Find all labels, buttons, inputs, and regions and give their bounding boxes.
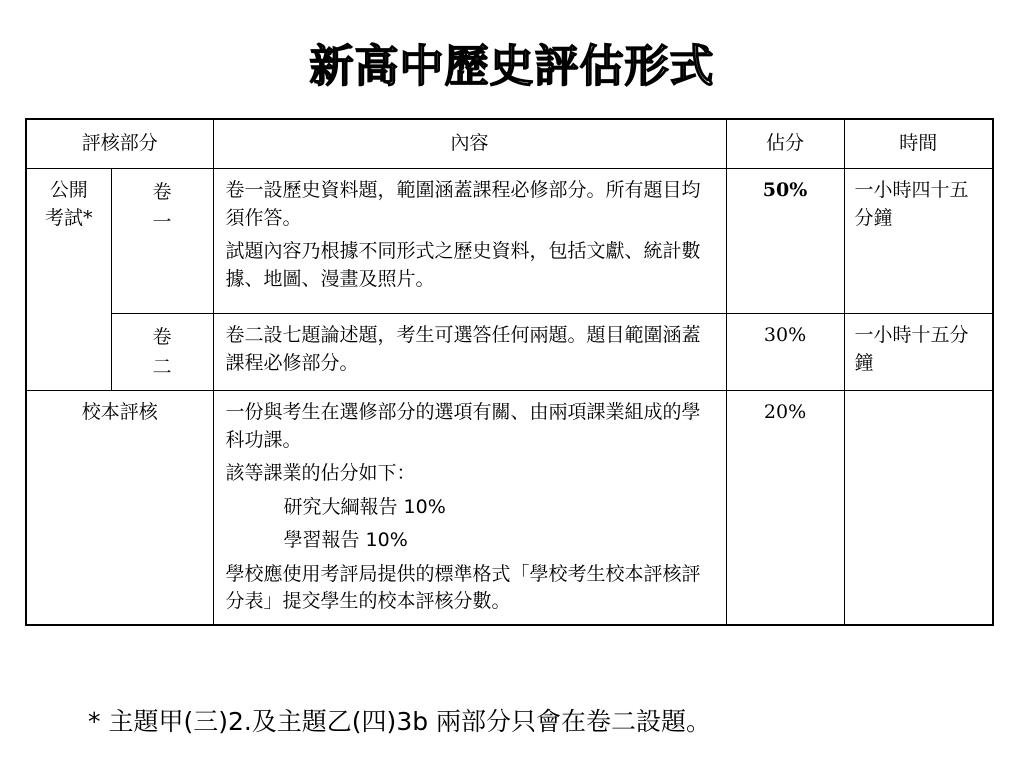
assessment-table	[25, 118, 994, 626]
paper1-label-cell	[111, 169, 213, 314]
public-exam-label-line2: 考試*	[44, 206, 93, 229]
paper1-content-cell	[213, 169, 726, 314]
sba-content-p2: 該等課業的佔分如下：	[225, 462, 416, 485]
paper1-content-p1: 卷一設歷史資料題，範圍涵蓋課程必修部分。所有題目均須作答。	[225, 179, 701, 229]
header-part: 評核部分	[26, 119, 213, 169]
footnote: * 主題甲(三)2.及主題乙(四)3b 兩部分只會在卷二設題。	[88, 707, 712, 736]
paper1-time: 一小時四十五分鐘	[844, 169, 993, 314]
sba-content-cell	[213, 391, 726, 625]
header-content: 內容	[213, 119, 726, 169]
paper1-label-line2: 一	[152, 211, 172, 234]
sba-content-p1: 一份與考生在選修部分的選項有關、由兩項課業組成的學科功課。	[225, 401, 701, 451]
header-row	[26, 119, 993, 169]
page-title: 新高中歷史評估形式	[309, 41, 715, 92]
sba-time	[844, 391, 993, 625]
table-row-sba	[26, 391, 993, 625]
paper1-label-line1: 卷	[152, 181, 172, 203]
paper2-label-cell	[111, 314, 213, 391]
header-time: 時間	[844, 119, 993, 169]
public-exam-label-line1: 公開	[49, 179, 88, 201]
header-weight: 佔分	[726, 119, 844, 169]
paper2-label-line2: 二	[152, 356, 172, 379]
sba-weight: 20%	[726, 391, 844, 625]
paper1-weight: 50%	[726, 169, 844, 314]
table-row-paper2	[26, 314, 993, 391]
table-row-paper1	[26, 169, 993, 314]
public-exam-label-cell	[26, 169, 111, 391]
sba-item-2: 學習報告 10%	[283, 529, 408, 552]
sba-label: 校本評核	[26, 391, 213, 625]
paper2-content-p1: 卷二設七題論述題，考生可選答任何兩題。題目範圍涵蓋課程必修部分。	[225, 324, 701, 374]
paper2-content-cell	[213, 314, 726, 391]
sba-content-p3: 學校應使用考評局提供的標準格式「學校考生校本評核評分表」提交學生的校本評核分數。	[225, 562, 701, 613]
paper1-content-p2: 試題內容乃根據不同形式之歷史資料，包括文獻、統計數據、地圖、漫畫及照片。	[225, 240, 701, 290]
paper2-time: 一小時十五分鐘	[844, 314, 993, 391]
sba-item-1: 研究大綱報告 10%	[283, 495, 446, 518]
paper2-label-line1: 卷	[152, 326, 172, 348]
paper2-weight: 30%	[726, 314, 844, 391]
